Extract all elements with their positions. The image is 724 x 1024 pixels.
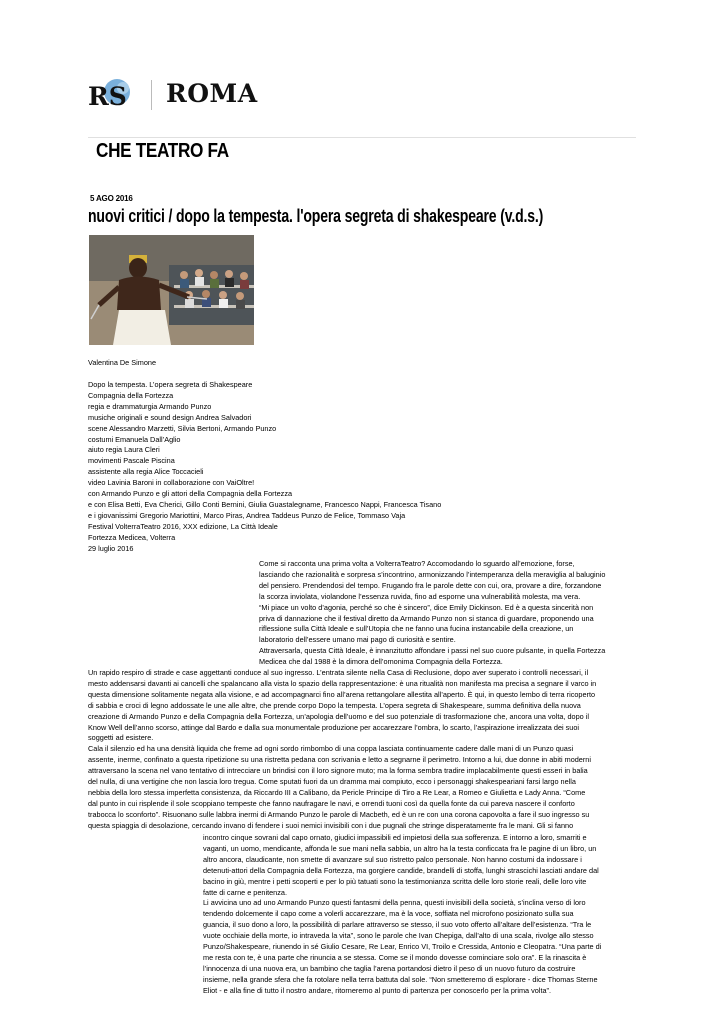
text-line: del nulla, di una vertigine che non lascia loro tregua. Come sputati fuori da un dramma mai compiuto, ecco i personaggi shakespeariani farsi largo nella (88, 777, 576, 787)
text-line: creazione di Armando Punzo e della Compagnia della Fortezza, un’apologia dell’uomo e del suo potenziale di trasformazione che, ancora una volta, dopo il (88, 711, 589, 721)
text-line: Punzo/Shakespeare, riunendo in sé Giulio Cesare, Re Lear, Enrico VI, Troilo e Cressida, Antonio e Cleopatra. “Una parte di (203, 942, 602, 952)
credit-line: assistente alla regia Alice Toccacieli (88, 467, 204, 477)
text-line: altro ancora, claudicante, non smette di avanzare sul suo ristretto palco personale. Non hanno costumi da indossare i (203, 854, 582, 864)
text-line: Cala il silenzio ed ha una densità liquida che freme ad ogni sordo rimbombo di una coppa lasciata continuamente cadere dalle mani di un Punzo quasi (88, 744, 574, 754)
city-name: ROMA (166, 79, 258, 108)
credit-line: con Armando Punzo e gli attori della Compagnia della Fortezza (88, 489, 293, 499)
text-line: vuote occhiaie della morte, io intraveda la vita”, sono le parole che Ivan Chepiga, dall’alto di una scala, rivolge allo stesso (203, 931, 594, 941)
text-line: laboratorio dell’essere umano mai pago di curiosità e sentire. (259, 635, 456, 645)
credit-line: 29 luglio 2016 (88, 543, 134, 553)
article-paragraph-3 (203, 833, 601, 997)
credit-line: regia e drammaturgia Armando Punzo (88, 401, 212, 411)
text-line: Medicea che dal 1988 è la dimora dell’omonima Compagnia della Fortezza. (259, 657, 503, 667)
text-line: attraversano la scena nel vano tentativo di intrecciare un brindisi con il loro signore muto; ma la forma sembra tradire implacabilmente questi esseri in balia (88, 766, 588, 776)
article-title[interactable]: nuovi critici / dopo la tempesta. l'opera segreta di shakespeare (v.d.s.) (88, 206, 544, 226)
text-line: priva di dannazione che il festival diretto da Armando Punzo non si stanca di guardare, proponendo una (259, 613, 594, 623)
text-line: Un rapido respiro di strade e case aggettanti conduce al suo ingresso. L’entrata silente nella Casa di Reclusione, dopo aver superato i controlli necessari, il (88, 668, 589, 677)
logo-divider (151, 80, 152, 110)
credit-line: costumi Emanuela Dall’Aglio (88, 434, 181, 444)
text-line: mesto addensarsi davanti ai cancelli che spalancano alla vista lo spazio della rappresentazione: è una ritualità non manifesta ma precisa a segnare il varco in (88, 678, 597, 688)
text-line: questa spiaggia di desolazione, cercando invano di fendere i suoi nemici invisibili con i due pugnali che stringe disperatamente fra le mani. Gli si fanno (88, 820, 574, 830)
credit-line: aiuto regia Laura Cleri (88, 445, 160, 455)
text-line: vaganti, un uomo, mendicante, affonda le sue mani nella sabbia, un altro ha la testa conficcata fra le pagine di un libro, un (203, 843, 597, 853)
article-date: 5 AGO 2016 (90, 194, 133, 203)
text-line: Come si racconta una prima volta a VolterraTeatro? Accomodando lo sguardo all’emozione, forse, (259, 559, 575, 568)
text-line: “Mi piace un volto d’agonia, perché so che è sincero”, dice Emily Dickinson. Ed è a questa sincerità non (259, 602, 594, 612)
logo-text: RS (88, 82, 127, 110)
article-author: Valentina De Simone (88, 358, 157, 367)
text-line: soggetti ad esistere. (88, 733, 154, 743)
credit-line: Compagnia della Fortezza (88, 390, 174, 400)
credit-line: musiche originali e sound design Andrea Salvadori (88, 412, 252, 422)
text-line: tendendo dolcemente il capo come a volerli accarezzare, ma è la voce, soffiata nel microfono posizionato sulla sua (203, 909, 574, 919)
text-line: assente, inerme, confinato a questa ripetizione su una ristretta pedana con scrivania e letto a segnarne il perimetro. Intorno a lui, due donne in abiti moderni (88, 755, 591, 765)
text-line: di sabbia e croci di legno addossate le une alle altre, che prende corpo Dopo la tempesta. L’opera segreta di Shakespeare, summa definitiva della nuova (88, 700, 581, 710)
credits-list (88, 380, 441, 555)
rs-logo[interactable] (87, 78, 133, 110)
credit-line: Festival VolterraTeatro 2016, XXX edizione, La Città Ideale (88, 521, 278, 531)
credit-line: e i giovanissimi Gregorio Mariottini, Marco Piras, Andrea Taddeus Punzo de Felice, Tommaso Vaja (88, 510, 406, 520)
text-line: fatte di carne e penitenza. (203, 887, 287, 897)
text-line: insieme, nella grande sfera che fa rotolare nella terra battuta dal sole. “Non smetteremo di esplorare - dice Thomas Sterne (203, 974, 598, 984)
text-line: detenuti-attori della Compagnia della Fortezza, ma gorgiere candide, brandelli di stoffa, lunghi strascichi lasciati andare dal (203, 865, 599, 875)
credit-line: movimenti Pascale Piscina (88, 456, 175, 466)
text-line: bacino in giù, mentre i petti scoperti e per lo più tatuati sono la testimonianza scritta delle loro storie reali, delle loro vite (203, 876, 587, 886)
text-line: me resta con te, è una parte che rinuncia a se stessa. Come se il mondo dovesse cominciare solo ora”. E la rinascita è (203, 952, 587, 962)
text-line: dal punto in cui risplende il sole scoppiano tempeste che fanno naufragare le navi, e orrendi tuoni così da quella fonte da cui pareva nascere il conforto (88, 798, 575, 808)
text-line: Li avvicina uno ad uno Armando Punzo questi fantasmi della penna, questi invisibili della società, s’inclina verso di loro (203, 898, 586, 908)
text-line: la scorza inviolata, violandone l’essenza ruvida, fino ad esporne una vulnerabilità molesta, ma vera. (259, 591, 581, 601)
credit-line: video Lavinia Baroni in collaborazione con VaiOltre! (88, 478, 255, 488)
text-line: Attraversarla, questa Città Ideale, è innanzitutto affondare i passi nel suo cuore pulsante, in quella Fortezza (259, 646, 606, 656)
text-line: del pensiero. Prendendosi del tempo. Frugando fra le parole dette con cui, ora, provare a dire, forzandone (259, 580, 602, 590)
article-photo (89, 235, 254, 345)
text-line: Know Well dell’anno scorso, attinge dal Bardo e dalla sua monumentale produzione per accarezzare l’ombra, lo scarto, l’aspirazione irrealizzata dei suoi (88, 722, 580, 732)
text-line: guancia, il suo dono a loro, la possibilità di parlare attraverso se stesso, il suo voto offerto all’altare dell’esistenza. “Tra le (203, 920, 592, 930)
text-line: riflessione sulla Città Ideale e sull’Utopia che ne fanno una fucina instancabile della creazione, un (259, 624, 574, 634)
text-line: l’innocenza di una nuova era, un bambino che taglia l’arena portandosi dietro il peso di un nuovo futuro da costruire (203, 963, 576, 973)
text-line: questa dimensione solitamente negata alla visione, e ad accompagnarci fino all’arena rettangolare allestita all’aperto. È qui, in questo lembo di terra ricoperto (88, 689, 596, 699)
credit-line: scene Alessandro Marzetti, Silvia Bertoni, Armando Punzo (88, 423, 277, 433)
credit-line: e con Elisa Betti, Eva Cherici, Gillo Conti Bernini, Giulia Guastalegname, Francesco Nappi, Francesca Tisano (88, 499, 442, 509)
section-title[interactable]: CHE TEATRO FA (96, 140, 229, 162)
text-line: trabocca lo sconforto”. Risuonano sulle labbra inermi di Armando Punzo le parole di Macbeth, ed è un re con una corona capovolta a fare il suo ingresso su (88, 809, 590, 819)
article-paragraph-1 (259, 559, 605, 668)
text-line: Eliot - e alla fine di tutto il nostro andare, ritorneremo al punto di partenza per conoscerlo per la prima volta”. (203, 985, 551, 995)
text-line: lasciando che razionalità e sorpresa s’incontrino, armonizzando l’intemperanza della meraviglia al baluginio (259, 569, 606, 579)
article-paragraph-2 (88, 668, 596, 832)
text-line: nebbia della loro stessa imperfetta consistenza, da Riccardo III a Calibano, da Pericle Principe di Tiro a Re Lear, a Romeo e Giulietta e Lady Anna. “Come (88, 787, 586, 797)
credit-line: Fortezza Medicea, Volterra (88, 532, 176, 542)
credit-line: Dopo la tempesta. L’opera segreta di Shakespeare (88, 380, 253, 389)
text-line: incontro cinque sovrani dal capo ornato, giudici impassibili ed impietosi della sua sofferenza. E intorno a loro, smarriti e (203, 833, 587, 842)
header-rule (88, 137, 636, 138)
